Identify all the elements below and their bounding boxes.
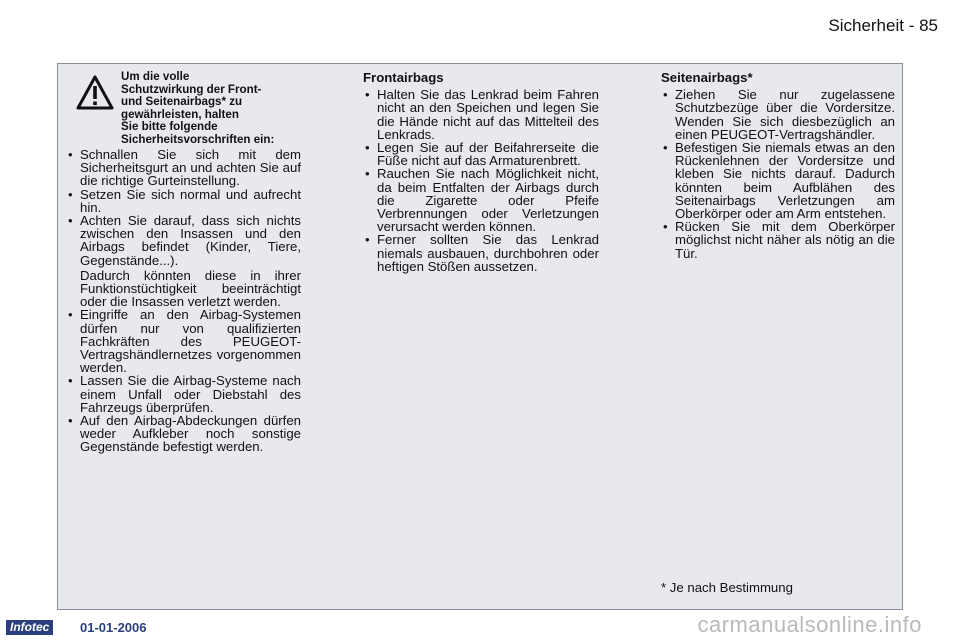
content-panel: [57, 63, 903, 610]
infotec-badge: Infotec: [6, 620, 53, 635]
list-item: • Lassen Sie die Airbag-Systeme nach einem Unfall oder Diebstahl des Fahrzeugs überprüfen.: [66, 374, 301, 414]
list-item: • Rauchen Sie nach Möglichkeit nicht, da beim Entfalten der Airbags durch die Zigarette oder Pfeife Verbrennungen oder Verletzungen verursacht werden können.: [363, 167, 599, 233]
list-item: • Halten Sie das Lenkrad beim Fahren nicht an den Speichen und legen Sie die Hände nicht auf das Mittelteil des Lenkrads.: [363, 88, 599, 141]
warning-box: [66, 64, 301, 148]
list-item: • Befestigen Sie niemals etwas an den Rückenlehnen der Vordersitze und kleben Sie nichts darauf. Dadurch könnten beim Aufblähen des Seitenairbags Verletzungen am Oberkörper oder am Arm entstehen.: [661, 141, 895, 220]
warning-line: Um die volle: [121, 70, 190, 83]
list-item: • Eingriffe an den Airbag-Systemen dürfen nur von qualifizierten Fachkräften des PEUGEOT-Vertragshändlernetzes vorgenommen werden.: [66, 308, 301, 374]
list-item: [66, 214, 301, 308]
warning-line: Sie bitte folgende: [121, 120, 218, 134]
list-item: • Schnallen Sie sich mit dem Sicherheitsgurt an und achten Sie auf die richtige Gurteinstellung.: [66, 148, 301, 188]
column-1: [66, 64, 301, 454]
safety-list: [66, 148, 301, 454]
list-item: • Ziehen Sie nur zugelassene Schutzbezüge über die Vordersitze. Wenden Sie sich diesbezüglich an einen PEUGEOT-Vertragshändler.: [661, 88, 895, 141]
seitenairbags-list: [661, 88, 895, 260]
list-item: • Auf den Airbag-Abdeckungen dürfen weder Aufkleber noch sonstige Gegenstände befestigt werden.: [66, 414, 301, 454]
print-date: 01-01-2006: [80, 620, 147, 635]
page-title: Sicherheit - 85: [828, 16, 938, 35]
warning-line: gewährleisten, halten: [121, 107, 239, 121]
list-item-text: Achten Sie darauf, dass sich nichts zwischen den Insassen und den Airbags befindet (Kinder, Tiere, Gegenstände...).: [80, 213, 301, 268]
warning-line: Sicherheitsvorschriften ein:: [121, 132, 275, 146]
warning-triangle-icon: [76, 75, 114, 111]
warning-line: und Seitenairbags* zu: [121, 95, 243, 109]
column-2: [363, 64, 599, 273]
warning-line: Schutzwirkung der Front-: [121, 82, 262, 96]
section-title-frontairbags: Frontairbags: [363, 70, 444, 85]
list-item: • Rücken Sie mit dem Oberkörper möglichst nicht näher als nötig an die Tür.: [661, 220, 895, 260]
column-3: [661, 64, 895, 260]
list-item: • Legen Sie auf der Beifahrerseite die Füße nicht auf das Armaturenbrett.: [363, 141, 599, 167]
frontairbags-list: [363, 88, 599, 273]
section-title-seitenairbags: Seitenairbags*: [661, 70, 753, 85]
watermark: carmanualsonline.info: [697, 612, 922, 637]
footnote: * Je nach Bestimmung: [661, 580, 793, 595]
warning-text: [121, 71, 306, 147]
list-item: • Ferner sollten Sie das Lenkrad niemals ausbauen, durchbohren oder heftigen Stößen aussetzen.: [363, 233, 599, 273]
list-item: • Setzen Sie sich normal und aufrecht hin.: [66, 188, 301, 214]
list-item-note: Dadurch könnten diese in ihrer Funktionstüchtigkeit beeinträchtigt oder die Insassen verletzt werden.: [80, 267, 301, 310]
